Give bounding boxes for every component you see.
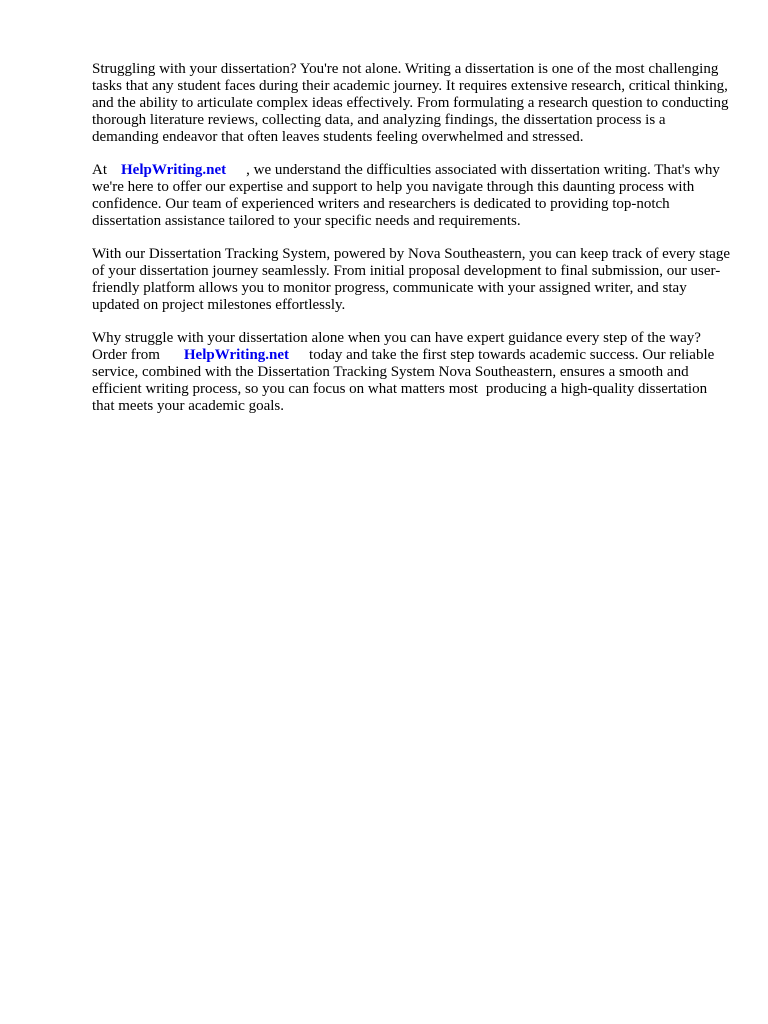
paragraph-intro: [92, 61, 732, 146]
paragraph-tracking-system: [92, 246, 732, 314]
paragraph-cta-middle: today and take the first step towards academic success. Our reliable service, combined with the Dissertation Tracking System Nova Southeastern, ensures a smooth and efficient writing process, so you can focus on what matters most: [92, 347, 715, 397]
paragraph-intro-text: Struggling with your dissertation? You're not alone. Writing a dissertation is one of the most challenging tasks that any student faces during their academic journey. It requires extensive research, critical thinking, and the ability to articulate complex ideas effectively. From formulating a research question to conducting thorough literature reviews, collecting data, and analyzing findings, the dissertation process is a demanding endeavor that often leaves students feeling overwhelmed and stressed.: [92, 61, 729, 145]
paragraph-call-to-action: [92, 330, 732, 415]
document-page: [92, 61, 732, 431]
paragraph-cta-lead: Why struggle with your dissertation alone when you can have expert guidance every step of the way? Order from: [92, 330, 701, 363]
paragraph-about: [92, 162, 732, 230]
helpwriting-link-order[interactable]: HelpWriting.net: [183, 347, 290, 363]
paragraph-about-text: , we understand the difficulties associated with dissertation writing. That's why we're here to offer our expertise and support to help you navigate through this daunting process with confidence. Our team of experienced writers and researchers is dedicated to providing top-notch dissertation assistance tailored to your specific needs and requirements.: [92, 162, 720, 229]
paragraph-tracking-text: With our Dissertation Tracking System, powered by Nova Southeastern, you can keep track of every stage of your dissertation journey seamlessly. From initial proposal development to final submission, our user-friendly platform allows you to monitor progress, communicate with your assigned writer, and stay updated on project milestones effortlessly.: [92, 246, 730, 313]
paragraph-cta-end: producing a high-quality dissertation that meets your academic goals.: [92, 381, 708, 414]
helpwriting-link-about[interactable]: HelpWriting.net: [121, 162, 227, 178]
paragraph-about-lead: At: [92, 162, 107, 178]
